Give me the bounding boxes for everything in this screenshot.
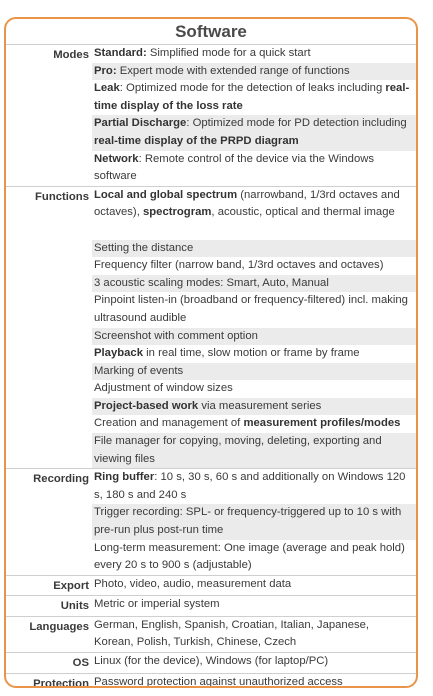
spec-row-text: Frequency filter (narrow band, 1/3rd octaves and octaves) <box>94 259 384 272</box>
section-label: Functions <box>35 190 89 203</box>
spec-row <box>92 345 416 363</box>
section-label: Units <box>60 600 89 613</box>
spec-row-text: Adjustment of window sizes <box>94 382 233 395</box>
spec-row-emphasis: spectrogram <box>142 206 212 219</box>
section-values <box>92 45 416 186</box>
spec-row <box>92 363 416 381</box>
software-spec-card <box>4 17 418 688</box>
spec-row-emphasis: Playback <box>94 347 143 360</box>
spec-row <box>92 576 416 594</box>
spec-row <box>92 469 416 504</box>
spec-row-emphasis: measurement profiles/modes <box>243 417 401 430</box>
card-title: Software <box>175 22 247 41</box>
spec-row-text: File manager for copying, moving, deleting, exporting and viewing files <box>94 435 382 465</box>
spec-row <box>92 540 416 575</box>
section-label: OS <box>72 657 89 669</box>
spec-row <box>92 187 416 222</box>
spec-row <box>92 63 416 81</box>
spec-row-text: Expert mode with extended range of functions <box>116 64 350 77</box>
spec-section-export <box>6 575 416 596</box>
spec-row <box>92 257 416 275</box>
spec-row <box>92 240 416 258</box>
spec-row-text: Screenshot with comment option <box>94 329 258 342</box>
spec-row-text: via measurement series <box>198 399 322 412</box>
spec-row-text: Pinpoint listen-in (broadband or frequency-filtered) incl. making ultrasound audible <box>94 294 408 324</box>
section-values <box>92 469 416 575</box>
spec-row-emphasis: Pro: <box>94 64 117 77</box>
spec-row <box>92 275 416 293</box>
spec-row-text: (narrowband, 1/3rd octaves and octaves), <box>94 188 400 219</box>
spec-row <box>92 380 416 398</box>
spec-row <box>92 45 416 63</box>
spec-section-languages <box>6 616 416 652</box>
section-values <box>92 674 416 689</box>
section-values <box>92 617 416 652</box>
section-values <box>92 653 416 673</box>
spec-row-emphasis: Local and global spectrum <box>94 188 238 201</box>
spec-section-functions <box>6 186 416 469</box>
spec-row <box>92 653 416 671</box>
section-label: Languages <box>29 620 89 633</box>
section-label: Protection <box>33 677 89 688</box>
spec-row-text: German, English, Spanish, Croatian, Italian, Japanese, Korean, Polish, Turkish, Chinese, Czech <box>94 618 370 649</box>
spec-row <box>92 115 416 150</box>
section-label: Recording <box>33 473 89 486</box>
spec-section-units <box>6 595 416 616</box>
spec-row-text: : 10 s, 30 s, 60 s and additionally on Windows 120 s, 180 s and 240 s <box>94 471 406 501</box>
spec-row <box>92 596 416 614</box>
spec-row <box>92 80 416 115</box>
spec-row-text: : Optimized mode for the detection of leaks including <box>119 82 386 95</box>
spec-row-text: : Remote control of the device via the Windows software <box>94 152 375 183</box>
spec-section-protection <box>6 673 416 689</box>
section-values <box>92 576 416 596</box>
spec-row-emphasis: real-time display of the PRPD diagram <box>94 134 299 147</box>
spec-row-text: : Optimized mode for PD detection including <box>186 117 407 130</box>
spec-row <box>92 617 416 652</box>
spec-row-text: Linux (for the device), Windows (for laptop/PC) <box>94 655 329 667</box>
spec-row <box>92 674 416 689</box>
spec-row-text: Marking of events <box>94 364 184 377</box>
spec-row-emphasis: Leak <box>94 82 120 95</box>
section-values <box>92 596 416 616</box>
spec-row-text: Password protection against unauthorized access <box>94 675 343 688</box>
section-label: Export <box>53 579 89 592</box>
spec-section-modes <box>6 44 416 186</box>
spec-row-text: Long-term measurement: One image (average and peak hold) every 20 s to 900 s (adjustable) <box>94 541 405 572</box>
spec-row-text: 3 acoustic scaling modes: Smart, Auto, Manual <box>94 276 329 289</box>
spec-row-spacer <box>92 222 416 240</box>
spec-row <box>92 292 416 327</box>
spec-row <box>92 398 416 416</box>
spec-row-emphasis: Network <box>94 152 139 165</box>
spec-row-text: Setting the distance <box>94 241 194 254</box>
spec-row-text: in real time, slow motion or frame by frame <box>143 347 360 360</box>
spec-section-os <box>6 652 416 673</box>
spec-table <box>6 44 416 688</box>
spec-row-emphasis: Partial Discharge <box>94 117 187 130</box>
spec-row-text: Trigger recording: SPL- or frequency-triggered up to 10 s with pre-run plus post-run time <box>94 506 402 537</box>
spec-row <box>92 504 416 539</box>
spec-row-text: , acoustic, optical and thermal image <box>211 206 395 219</box>
spec-row-emphasis: real-time display of the loss rate <box>94 82 410 112</box>
spec-row-emphasis: Project-based work <box>94 399 199 412</box>
spec-row-emphasis: Ring buffer <box>94 471 155 484</box>
section-label: Modes <box>53 49 89 61</box>
spec-row-text: Metric or imperial system <box>94 598 220 611</box>
spec-row <box>92 328 416 346</box>
spec-row-text: Photo, video, audio, measurement data <box>94 577 292 590</box>
spec-row <box>92 433 416 468</box>
spec-row <box>92 151 416 186</box>
spec-row <box>92 415 416 433</box>
section-values <box>92 187 416 469</box>
spec-row-emphasis: Standard: <box>94 47 147 59</box>
spec-row-text: Simplified mode for a quick start <box>146 47 311 59</box>
spec-row-text: Creation and management of <box>94 417 244 430</box>
spec-section-recording <box>6 468 416 575</box>
